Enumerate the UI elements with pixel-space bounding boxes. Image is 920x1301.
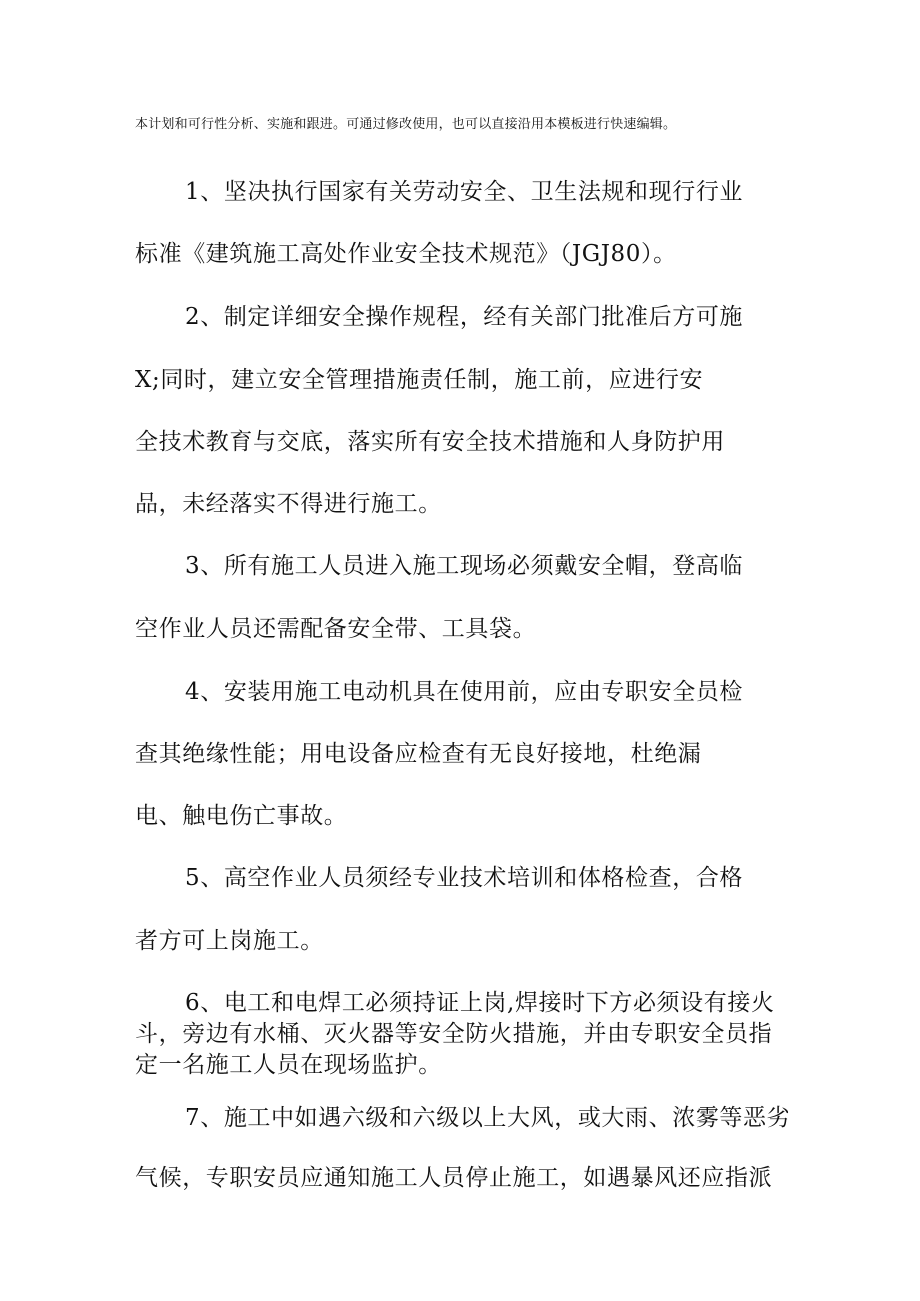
item-6-line-3: 定一名施工人员在现场监护。	[135, 1052, 442, 1078]
item-7-line-1: 7、施工中如遇六级和六级以上大风，或大雨、浓雾等恶劣	[185, 1105, 791, 1131]
item-1-line-2: 标准《建筑施工高处作业安全技术规范》（JGJ80）。	[135, 241, 677, 267]
item-3-line-1: 3、所有施工人员进入施工现场必须戴安全帽，登高临	[185, 553, 744, 579]
item-2-line-3: 全技术教育与交底，落实所有安全技术措施和人身防护用	[135, 429, 725, 455]
item-7-line-2: 气候，专职安员应通知施工人员停止施工，如遇暴风还应指派	[135, 1165, 773, 1191]
item-1-line-1: 1、坚决执行国家有关劳动安全、卫生法规和现行行业	[185, 179, 744, 205]
item-3-line-2: 空作业人员还需配备安全带、工具袋。	[135, 616, 537, 642]
item-5-line-2: 者方可上岗施工。	[135, 928, 324, 954]
item-2-line-4: 品，未经落实不得进行施工。	[135, 491, 442, 517]
item-2-line-1: 2、制定详细安全操作规程，经有关部门批准后方可施	[185, 304, 744, 330]
header-note: 本计划和可行性分析、实施和跟进。可通过修改使用，也可以直接沿用本模板进行快速编辑。	[135, 117, 677, 132]
item-4-line-2: 查其绝缘性能；用电设备应检查有无良好接地，杜绝漏	[135, 741, 702, 767]
item-2-line-2: X;同时，建立安全管理措施责任制，施工前，应进行安	[135, 367, 704, 393]
item-4-line-1: 4、安装用施工电动机具在使用前，应由专职安全员检	[185, 679, 744, 705]
item-5-line-1: 5、高空作业人员须经专业技术培训和体格检查，合格	[185, 865, 744, 891]
item-6-line-1: 6、电工和电焊工必须持证上岗,焊接时下方必须设有接火	[185, 990, 775, 1016]
item-6-line-2: 斗，旁边有水桶、灭火器等安全防火措施，并由专职安全员指	[135, 1021, 773, 1047]
item-4-line-3: 电、触电伤亡事故。	[135, 803, 348, 829]
